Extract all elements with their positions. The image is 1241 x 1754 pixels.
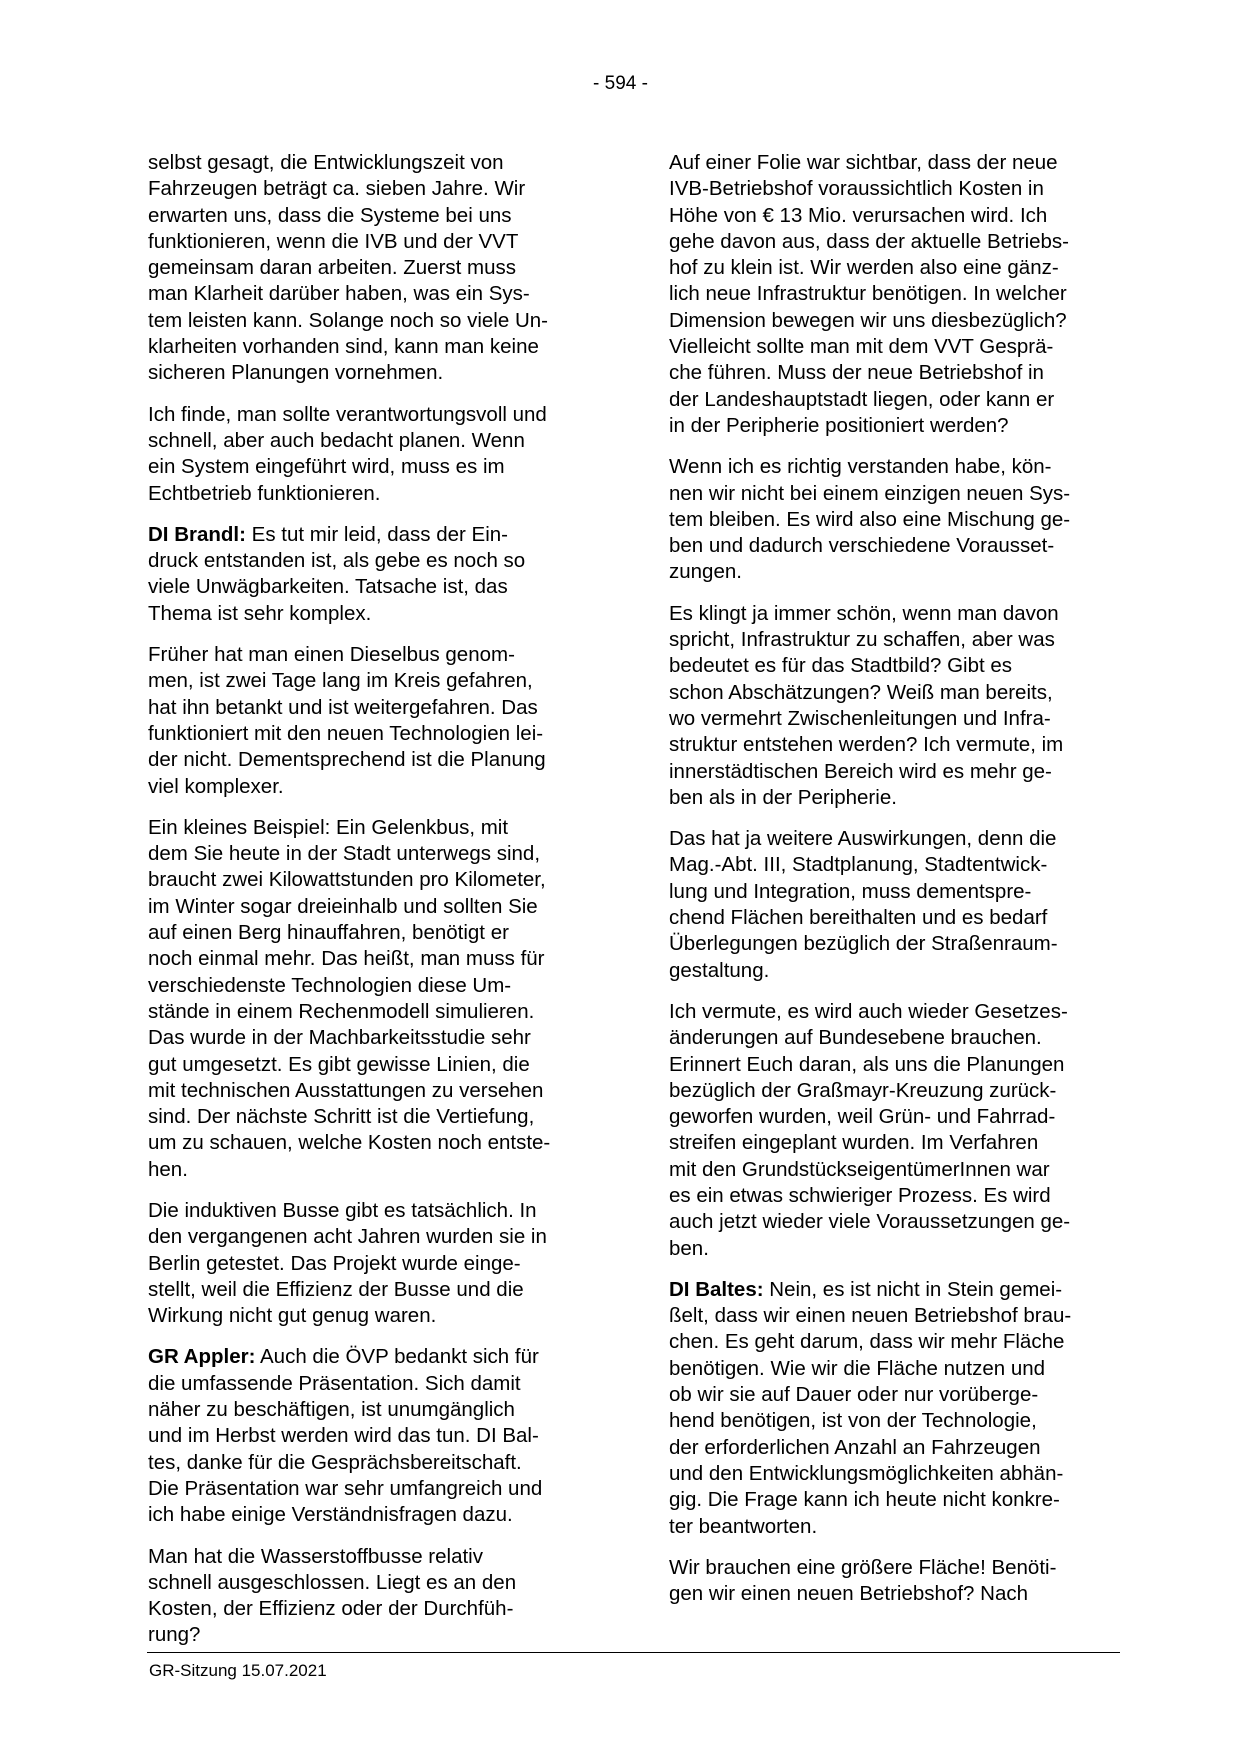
text-line: streifen eingeplant wurden. Im Verfahren	[669, 1131, 1039, 1155]
text-line: chend Flächen bereithalten und es bedarf	[669, 906, 1048, 930]
text-line: lung und Integration, muss dementspre-	[669, 879, 1032, 903]
text-line: und im Herbst werden wird das tun. DI Bal-	[148, 1424, 539, 1448]
text-line: ob wir sie auf Dauer oder nur vorüberge-	[669, 1383, 1039, 1407]
text-line: Die Präsentation war sehr umfangreich und	[148, 1476, 543, 1500]
text-line: zungen.	[669, 560, 742, 584]
paragraph	[669, 1277, 1121, 1540]
text-line: men, ist zwei Tage lang im Kreis gefahren,	[148, 669, 533, 693]
speaker-name: DI Brandl:	[148, 522, 246, 546]
text-line: Erinnert Euch daran, als uns die Planungen	[669, 1052, 1065, 1076]
text-line: wo vermehrt Zwischenleitungen und Infra-	[669, 706, 1051, 730]
text-line: klarheiten vorhanden sind, kann man keine	[148, 335, 539, 359]
speech-text: Nein, es ist nicht in Stein gemei-	[763, 1277, 1063, 1301]
text-line: ßelt, dass wir einen neuen Betriebshof brau-	[669, 1304, 1072, 1328]
text-line: noch einmal mehr. Das heißt, man muss für	[148, 947, 545, 971]
paragraph	[669, 150, 1121, 439]
text-line: stände in einem Rechenmodell simulieren.	[148, 999, 535, 1023]
text-line: Es klingt ja immer schön, wenn man davon	[669, 601, 1059, 625]
text-line: ben.	[669, 1236, 709, 1260]
speaker-name: GR Appler:	[148, 1345, 256, 1369]
text-line: chen. Es geht darum, dass wir mehr Fläche	[669, 1330, 1065, 1354]
text-line: bedeutet es für das Stadtbild? Gibt es	[669, 654, 1013, 678]
text-line: hof zu klein ist. Wir werden also eine gänz-	[669, 256, 1059, 280]
text-line: Überlegungen bezüglich der Straßenraum-	[669, 932, 1058, 956]
paragraph	[148, 1198, 600, 1329]
text-line: spricht, Infrastruktur zu schaffen, aber was	[669, 628, 1055, 652]
paragraph	[669, 601, 1121, 811]
text-line: druck entstanden ist, als gebe es noch so	[148, 549, 526, 573]
text-line: funktioniert mit den neuen Technologien lei-	[148, 721, 544, 745]
text-line: es ein etwas schwieriger Prozess. Es wird	[669, 1183, 1051, 1207]
text-line: Thema ist sehr komplex.	[148, 601, 372, 625]
text-line: ben als in der Peripherie.	[669, 785, 897, 809]
text-line	[669, 1277, 1121, 1303]
text-line: hend benötigen, ist von der Technologie,	[669, 1409, 1037, 1433]
text-line: gen wir einen neuen Betriebshof? Nach	[669, 1582, 1028, 1606]
text-line: hat ihn betankt und ist weitergefahren. Das	[148, 695, 538, 719]
text-line	[148, 1344, 600, 1370]
text-line: auch jetzt wieder viele Voraussetzungen ge-	[669, 1210, 1071, 1234]
paragraph	[669, 454, 1121, 585]
text-line: Berlin getestet. Das Projekt wurde einge-	[148, 1251, 521, 1275]
text-line: Früher hat man einen Dieselbus genom-	[148, 643, 515, 667]
text-line: Mag.-Abt. III, Stadtplanung, Stadtentwick-	[669, 853, 1048, 877]
paragraph	[669, 826, 1121, 984]
text-line: um zu schauen, welche Kosten noch entste-	[148, 1131, 551, 1155]
text-line: ter beantworten.	[669, 1514, 818, 1538]
text-line: Ich finde, man sollte verantwortungsvoll und	[148, 402, 547, 426]
text-line: ben und dadurch verschiedene Vorausset-	[669, 534, 1055, 558]
text-line: gehe davon aus, dass der aktuelle Betriebs-	[669, 229, 1070, 253]
paragraph	[669, 999, 1121, 1262]
text-line: innerstädtischen Bereich wird es mehr ge-	[669, 759, 1052, 783]
text-line: gemeinsam daran arbeiten. Zuerst muss	[148, 256, 517, 280]
footer-session-date: GR-Sitzung 15.07.2021	[149, 1661, 327, 1680]
text-line: gestaltung.	[669, 958, 770, 982]
text-line: che führen. Muss der neue Betriebshof in	[669, 361, 1044, 385]
text-line: sind. Der nächste Schritt ist die Vertiefung,	[148, 1105, 535, 1129]
text-line: in der Peripherie positioniert werden?	[669, 413, 1009, 437]
footer-divider	[147, 1652, 1120, 1653]
text-line: lich neue Infrastruktur benötigen. In welcher	[669, 282, 1067, 306]
paragraph	[148, 150, 600, 387]
text-line: Das wurde in der Machbarkeitsstudie sehr	[148, 1026, 531, 1050]
text-line: Man hat die Wasserstoffbusse relativ	[148, 1544, 483, 1568]
page-number: - 594 -	[593, 73, 648, 94]
text-line: nen wir nicht bei einem einzigen neuen Sys-	[669, 481, 1071, 505]
text-line: mit den GrundstückseigentümerInnen war	[669, 1157, 1050, 1181]
text-line: erwarten uns, dass die Systeme bei uns	[148, 203, 512, 227]
text-line: auf einen Berg hinauffahren, benötigt er	[148, 921, 509, 945]
text-line: sicheren Planungen vornehmen.	[148, 361, 444, 385]
right-column	[669, 150, 1121, 1622]
text-line: die umfassende Präsentation. Sich damit	[148, 1371, 521, 1395]
text-line: tem leisten kann. Solange noch so viele Un-	[148, 308, 548, 332]
text-line: Dimension bewegen wir uns diesbezüglich?	[669, 308, 1067, 332]
left-column	[148, 150, 600, 1664]
speaker-name: DI Baltes:	[669, 1277, 764, 1301]
paragraph	[148, 815, 600, 1183]
text-line: funktionieren, wenn die IVB und der VVT	[148, 229, 519, 253]
text-line: Kosten, der Effizienz oder der Durchfüh-	[148, 1597, 514, 1621]
text-line: Ein kleines Beispiel: Ein Gelenkbus, mit	[148, 815, 509, 839]
paragraph	[148, 642, 600, 800]
text-line: näher zu beschäftigen, ist unumgänglich	[148, 1398, 515, 1422]
text-line: benötigen. Wie wir die Fläche nutzen und	[669, 1356, 1046, 1380]
text-line: Die induktiven Busse gibt es tatsächlich. In	[148, 1198, 537, 1222]
text-line: Wirkung nicht gut genug waren.	[148, 1304, 437, 1328]
text-line: bezüglich der Graßmayr-Kreuzung zurück-	[669, 1078, 1057, 1102]
text-line: rung?	[148, 1623, 201, 1647]
text-line: der nicht. Dementsprechend ist die Planung	[148, 748, 546, 772]
text-line: Vielleicht sollte man mit dem VVT Gesprä-	[669, 335, 1054, 359]
text-line: ich habe einige Verständnisfragen dazu.	[148, 1503, 513, 1527]
text-line: selbst gesagt, die Entwicklungszeit von	[148, 151, 504, 174]
text-line: gig. Die Frage kann ich heute nicht konkre-	[669, 1488, 1060, 1512]
speech-text: Auch die ÖVP bedankt sich für	[255, 1345, 539, 1369]
text-line: tes, danke für die Gesprächsbereitschaft.	[148, 1450, 522, 1474]
text-line: IVB-Betriebshof voraussichtlich Kosten in	[669, 177, 1044, 201]
paragraph	[148, 402, 600, 507]
text-line: gut umgesetzt. Es gibt gewisse Linien, die	[148, 1052, 530, 1076]
paragraph	[148, 1344, 600, 1528]
text-line: Das hat ja weitere Auswirkungen, denn die	[669, 827, 1057, 851]
text-line: mit technischen Ausstattungen zu versehen	[148, 1078, 544, 1102]
text-line: änderungen auf Bundesebene brauchen.	[669, 1026, 1042, 1050]
text-line	[148, 522, 600, 548]
paragraph	[669, 1555, 1121, 1608]
text-line: schnell ausgeschlossen. Liegt es an den	[148, 1570, 517, 1594]
text-line: Höhe von € 13 Mio. verursachen wird. Ich	[669, 203, 1048, 227]
text-line: viele Unwägbarkeiten. Tatsache ist, das	[148, 575, 508, 599]
text-line: den vergangenen acht Jahren wurden sie in	[148, 1225, 547, 1249]
text-line: im Winter sogar dreieinhalb und sollten Sie	[148, 894, 538, 918]
text-line: stellt, weil die Effizienz der Busse und die	[148, 1277, 524, 1301]
text-line: dem Sie heute in der Stadt unterwegs sind,	[148, 842, 541, 866]
text-line: schon Abschätzungen? Weiß man bereits,	[669, 680, 1053, 704]
text-line: verschiedenste Technologien diese Um-	[148, 973, 512, 997]
text-line: tem bleiben. Es wird also eine Mischung ge-	[669, 507, 1071, 531]
text-line: der Landeshauptstadt liegen, oder kann er	[669, 387, 1055, 411]
text-line: und den Entwicklungsmöglichkeiten abhän-	[669, 1461, 1064, 1485]
text-line: Fahrzeugen beträgt ca. sieben Jahre. Wir	[148, 177, 526, 201]
text-line: Echtbetrieb funktionieren.	[148, 481, 381, 505]
text-line: viel komplexer.	[148, 774, 284, 798]
text-line: schnell, aber auch bedacht planen. Wenn	[148, 428, 525, 452]
text-line: Ich vermute, es wird auch wieder Gesetzes-	[669, 999, 1068, 1023]
paragraph	[148, 1544, 600, 1649]
text-line: ein System eingeführt wird, muss es im	[148, 455, 505, 479]
text-line: Wenn ich es richtig verstanden habe, kön-	[669, 455, 1052, 479]
text-line: hen.	[148, 1157, 188, 1181]
text-line: braucht zwei Kilowattstunden pro Kilometer,	[148, 868, 546, 892]
text-line: Wir brauchen eine größere Fläche! Benöti-	[669, 1555, 1057, 1579]
text-line: geworfen wurden, weil Grün- und Fahrrad-	[669, 1105, 1056, 1129]
paragraph	[148, 522, 600, 627]
speech-text: Es tut mir leid, dass der Ein-	[245, 522, 508, 546]
text-line: Auf einer Folie war sichtbar, dass der neue	[669, 151, 1058, 174]
text-line: struktur entstehen werden? Ich vermute, im	[669, 733, 1064, 757]
text-line: man Klarheit darüber haben, was ein Sys-	[148, 282, 530, 306]
text-line: der erforderlichen Anzahl an Fahrzeugen	[669, 1435, 1041, 1459]
